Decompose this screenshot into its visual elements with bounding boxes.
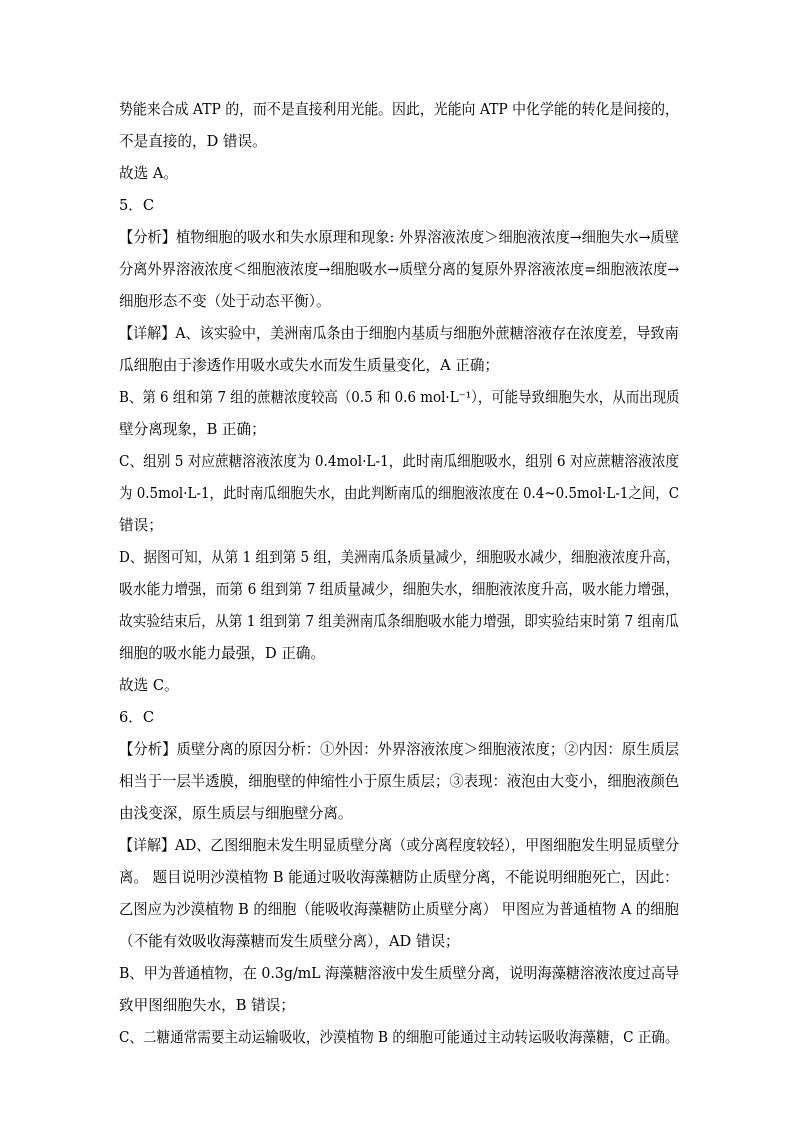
question-number: 5．C — [119, 197, 155, 214]
text-line: 壁分离现象，B 正确； — [119, 421, 266, 438]
text-line: 致甲图细胞失水，B 错误； — [119, 997, 295, 1014]
text-line: 不是直接的，D 错误。 — [119, 133, 267, 150]
text-line: 错误； — [119, 517, 163, 534]
question-number: 6．C — [119, 709, 155, 726]
text-line: 故选 C。 — [119, 677, 179, 694]
text-line: 细胞形态不变（处于动态平衡）。 — [119, 293, 331, 310]
text-line: 为 0.5mol·L-1，此时南瓜细胞失水，由此判断南瓜的细胞液浓度在 0.4~0.5mol·L-1之间，C — [119, 485, 680, 502]
text-line: D、据图可知，从第 1 组到第 5 组，美洲南瓜条质量减少，细胞吸水减少，细胞液浓度升高， — [119, 549, 680, 566]
text-line: 瓜细胞由于渗透作用吸水或失水而发生质量变化，A 正确； — [119, 357, 500, 374]
text-line: 分离外界溶液浓度＜细胞液浓度→细胞吸水→质壁分离的复原外界溶液浓度=细胞液浓度→ — [119, 261, 680, 278]
text-line: 【分析】植物细胞的吸水和失水原理和现象: 外界溶液浓度＞细胞液浓度→细胞失水→质壁 — [119, 229, 679, 246]
text-line: 故选 A。 — [119, 165, 178, 182]
text-line: 离。 题目说明沙漠植物 B 能通过吸收海藻糖防止质壁分离，不能说明细胞死亡，因此： — [119, 869, 679, 886]
text-line: B、甲为普通植物，在 0.3g/mL 海藻糖溶液中发生质壁分离，说明海藻糖溶液浓度过高导 — [119, 965, 680, 982]
text-line: 细胞的吸水能力最强，D 正确。 — [119, 645, 326, 662]
text-line: 【详解】A、该实验中，美洲南瓜条由于细胞内基质与细胞外蔗糖溶液存在浓度差，导致南 — [119, 325, 679, 342]
text-line: 势能来合成 ATP 的，而不是直接利用光能。因此，光能向 ATP 中化学能的转化是间接的， — [119, 101, 679, 118]
text-line: 乙图应为沙漠植物 B 的细胞（能吸收海藻糖防止质壁分离） 甲图应为普通植物 A 的细胞 — [119, 901, 679, 918]
text-line: 【详解】AD、乙图细胞未发生明显质壁分离（或分离程度较轻），甲图细胞发生明显质壁分 — [119, 837, 680, 854]
text-line: （不能有效吸收海藻糖而发生质壁分离），AD 错误； — [119, 933, 460, 950]
text-line: 【分析】质壁分离的原因分析：①外因：外界溶液浓度＞细胞液浓度；②内因：原生质层 — [119, 741, 680, 758]
text-line: C、二糖通常需要主动运输吸收，沙漠植物 B 的细胞可能通过主动转运吸收海藻糖，C 正确。 — [119, 1029, 679, 1046]
text-line: 相当于一层半透膜，细胞壁的伸缩性小于原生质层；③表现：液泡由大变小，细胞液颜色 — [119, 773, 680, 790]
text-line: 由浅变深，原生质层与细胞壁分离。 — [119, 805, 353, 822]
text-line: B、第 6 组和第 7 组的蔗糖浓度较高（0.5 和 0.6 mol·L⁻¹），可能导致细胞失水，从而出现质 — [119, 389, 680, 406]
text-line: C、组别 5 对应蔗糖溶液浓度为 0.4mol·L-1，此时南瓜细胞吸水，组别 6 对应蔗糖溶液浓度 — [119, 453, 679, 470]
text-line: 故实验结束后，从第 1 组到第 7 组美洲南瓜条细胞吸水能力增强，即实验结束时第 7 组南瓜 — [119, 613, 679, 630]
text-line: 吸水能力增强，而第 6 组到第 7 组质量减少，细胞失水，细胞液浓度升高，吸水能力增强， — [119, 581, 679, 598]
